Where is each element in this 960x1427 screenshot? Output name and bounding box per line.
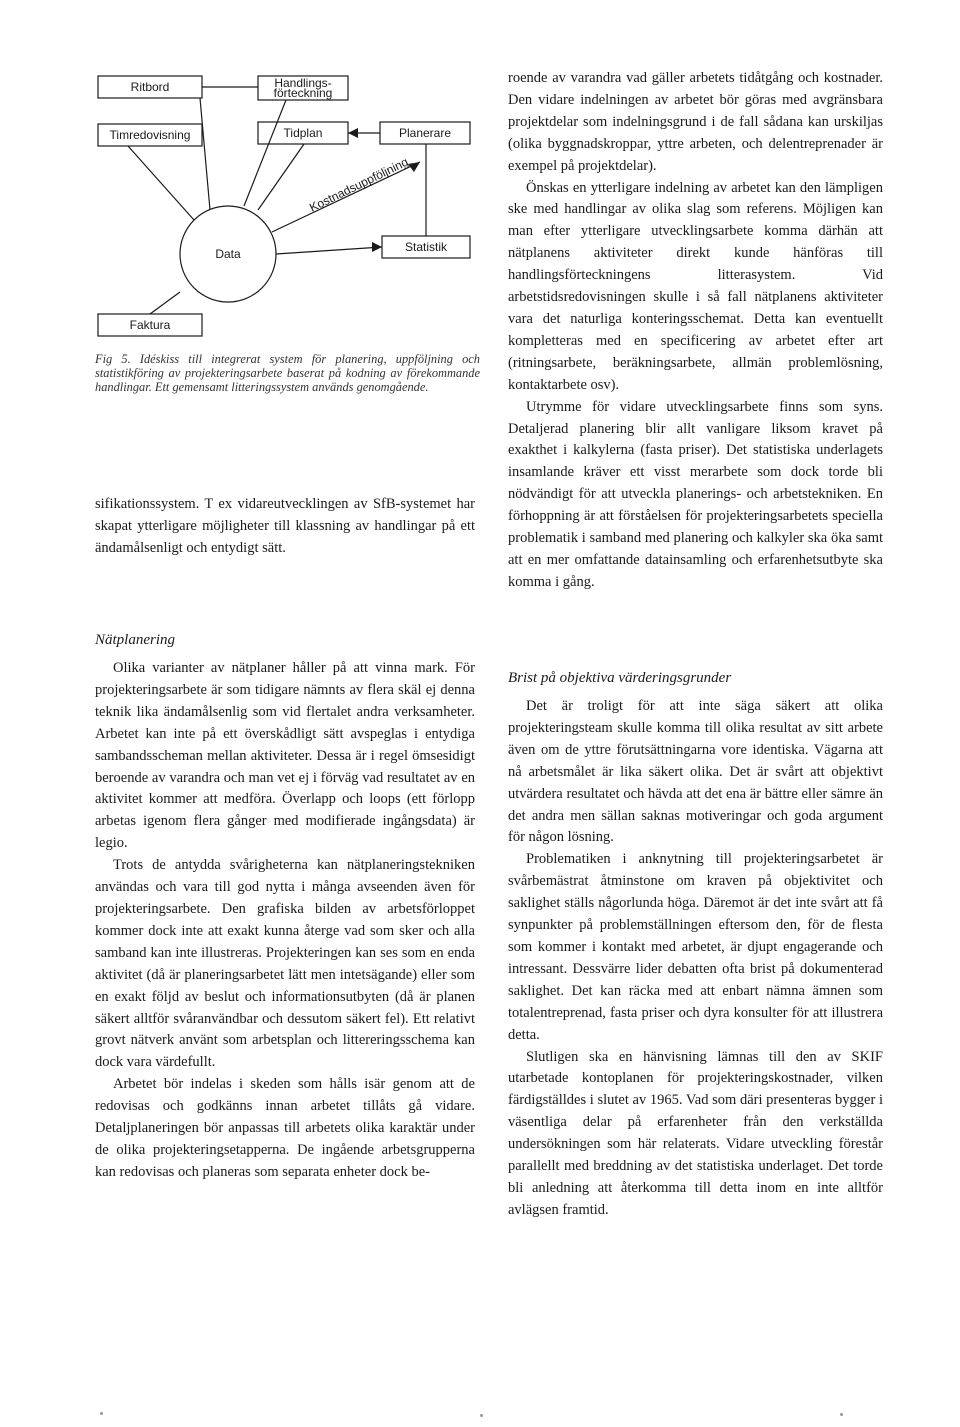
label-kostnadsuppfoljning: Kostnadsuppföljning [307,154,411,215]
scan-speck [100,1412,103,1415]
paragraph: Arbetet bör indelas i skeden som hålls isär genom att de redovisas och godkänns innan arbetet tillåts gå vidare. Detaljplaneringen bör anpassas till arbetets olika karaktär under de olika projekteringsetapperna. De ingående arbetsgrupperna kan redovisas och planeras som separata enheter dock be- [95,1076,475,1180]
label-ritbord: Ritbord [130,80,170,94]
paragraph: Slutligen ska en hänvisning lämnas till den av SKIF utarbetade kontoplanen för projekteringskostnader, vilken färdigställdes i slutet av 1965. Vad som däri presenteras bygger i väsentliga delar på erfarenheter från den verkställda undersökningen som här relaterats. Vidare utveckling förestår parallellt med breddning av det statistiska underlaget. Det torde bli anledning att återkomma till detta inom en inte alltför avlägsen framtid. [508,1048,883,1218]
label-data: Data [215,247,241,261]
left-column-top [95,494,475,560]
right-column-top [508,68,883,594]
label-statistik: Statistik [404,240,448,254]
figure-caption: Fig 5. Idéskiss till integrerat system för planering, uppföljning och statistikföring av projekteringsarbete baserat på kodning av förekommande handlingar. Ett gemensamt litteringssystem används genomgående. [95,352,480,395]
label-planerare: Planerare [398,126,452,140]
paragraph: roende av varandra vad gäller arbetets tidåtgång och kostnader. Den vidare indelningen av arbetet bör göras med avgränsbara projektdelar som indelningsgrund i de fall sådana kan urskiljas (olika byggnadskroppar, yttre arbeten, och delentreprenader är exempel på projektdelar). [508,70,883,174]
paragraph: Önskas en ytterligare indelning av arbetet kan den lämpligen ske med handlingar av olika slag som referens. Möjligen kan man efter ytterligare utvecklingsarbete komma därhän att nätplanens aktiviteter direkt kunde hänföras till handlingsförteckningens litterasystem. Vid arbetstidsredovisningen skulle i så fall nätplanens aktiviteter vara det naturliga konteringsschemat. Detta kan eventuellt kompletteras med en specificering av arbetet efter art (ritningsarbete, beräkningsarbete, allmän problemlösning, kontaktarbete osv). [508,179,883,393]
scan-speck [840,1413,843,1416]
figure-diagram [90,62,490,352]
label-handlings-2: förteckning [273,86,333,100]
left-column-main [95,630,475,1184]
system-diagram-svg [90,62,490,352]
section-heading-natplanering: Nätplanering [95,632,176,648]
scan-speck [480,1414,483,1417]
label-timredovisning: Timredovisning [109,128,191,142]
paragraph: Olika varianter av nätplaner håller på att vinna mark. För projekteringsarbete är som tidigare nämnts av flera skäl ej denna teknik lika ändamålsenlig som vid flertalet andra verksamheter. Arbetet kan inte på ett överskådligt sätt avspeglas i entydiga sambandsscheman mellan aktiviteter. Dessa är i regel ömsesidigt beroende av varandra och man vet ej i förväg vad resultatet av en aktivitet kommer att medföra. Överlapp och loops (ett förlopp arbetas igenom flera gånger med modifierade ingångsdata) är legio. [95,660,475,852]
label-faktura: Faktura [129,318,171,332]
paragraph: Det är troligt för att inte säga säkert att olika projekteringsteam skulle komma till olika resultat av sitt arbete även om de yttre förutsättningarna vore identiska. Vägarna att nå arbetsmålet är lika säkert olika. Det är svårt att objektivt utvärdera resultatet och hävda att det ena är bättre eller sämre än det andra men sällan saknas motiveringar och goda argument för någon lösning. [508,698,883,846]
paragraph: Trots de antydda svårigheterna kan nätplaneringstekniken användas och vara till god nytta i många avseenden även för projekteringsarbete. Den grafiska bilden av arbetsförloppet kommer dock inte att exakt kunna återge vad som sker och alla samband kan inte illustreras. Projekteringen kan ses som en enda aktivitet (då är planeringsarbetet lätt men intetsägande) eller som en exakt följd av beslut och informationsutbyten (då är planen säkert alltför svåranvändbar och dessutom säkert fel). Ett relativt grovt nätverk använt som arbetsplan och littereringsschema kan dock vara värdefullt. [95,857,475,1071]
paragraph: Utrymme för vidare utvecklingsarbete finns som syns. Detaljerad planering blir allt vanligare liksom kravet på exakthet i kalkylerna (fasta priser). Det statistiska underlagets insamlande kräver ett visst merarbete som dock torde bli nödvändigt för att utveckla planerings- och arbetstekniken. En förhoppning är att förståelsen för projekteringsarbetets speciella problematik i samband med planering och kalkyler ska öka samt att en mer omfattande datainsamling och erfarenhetsutbyte ska komma i gång. [508,398,883,590]
label-tidplan: Tidplan [283,126,323,140]
label-handlings-1: Handlings- [274,76,332,90]
paragraph: Problematiken i anknytning till projekteringsarbetet är svårbemästrat åtminstone om kraven på objektivitet och saklighet ställs någorlunda höga. Däremot är det inte svårt att få synpunkter på problemställningen eftersom den, för de flesta som kommer i kontakt med arbetet, är djupt engagerande och intressant. Dessvärre lider debatten ofta brist på dokumenterad saklighet. Det kan räcka med att enbart nämna ämnen som totalentreprenad, fasta priser och dyra konsulter för att illustrera detta. [508,851,883,1043]
paragraph: sifikationssystem. T ex vidareutvecklingen av SfB-systemet har skapat ytterligare möjligheter till klassning av handlingar på ett ändamålsenligt och entydigt sätt. [95,496,475,556]
right-column-main [508,668,883,1222]
section-heading-brist: Brist på objektiva värderingsgrunder [508,670,732,686]
